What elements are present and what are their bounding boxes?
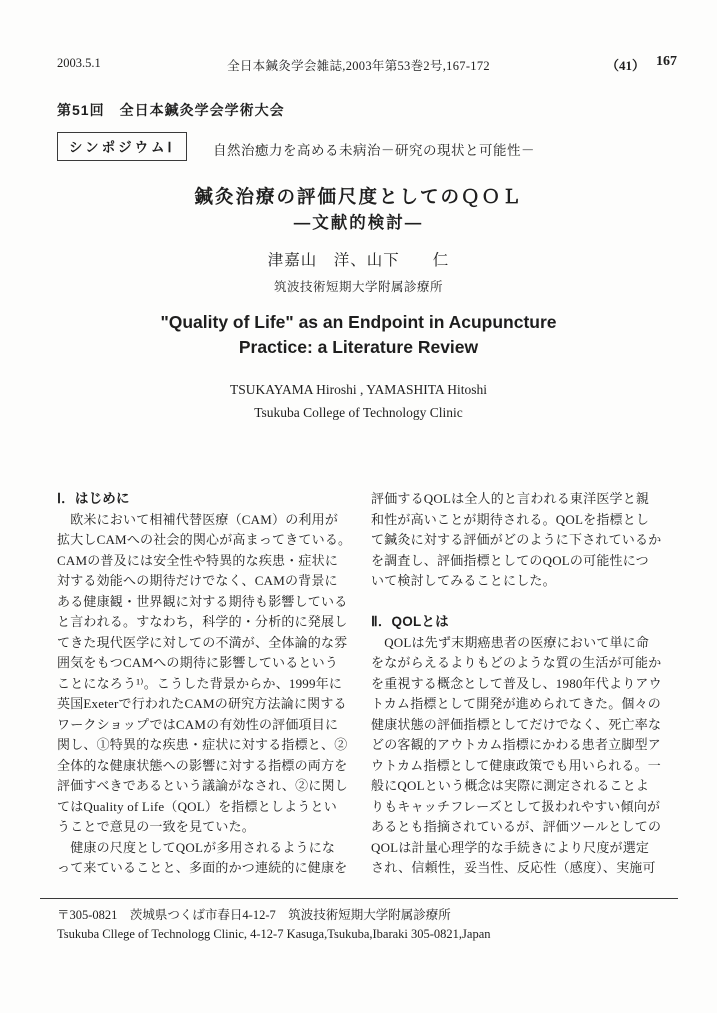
footer-address-en: Tsukuba Cllege of Technologg Clinic, 4-12-7 Kasuga,Tsukuba,Ibaraki 305-0821,Japan bbox=[57, 927, 491, 941]
body-text-line: てはQuality of Life（QOL）を指標としようとい bbox=[57, 798, 337, 814]
symposium-theme: 自然治癒力を高める未病治－研究の現状と可能性－ bbox=[213, 143, 535, 158]
body-text-line: ある健康観・世界観に対する期待も影響している bbox=[57, 593, 348, 609]
body-text-line bbox=[371, 592, 671, 613]
body-text-line: うことで意見の一致を見ていた。 bbox=[57, 819, 256, 834]
conference-title: 第51回 全日本鍼灸学会学術大会 bbox=[57, 102, 285, 118]
body-text-line: 評価すべきであるという議論がなされ、②に関し bbox=[57, 778, 348, 793]
body-text-line: 和性が高いことが期待される。QOLを指標とし bbox=[371, 511, 650, 527]
authors-ja: 津嘉山 洋、山下 仁 bbox=[267, 252, 450, 269]
body-text-line: QOLは先ず末期癌患者の医療において単に命 bbox=[371, 634, 650, 650]
body-left-column bbox=[57, 489, 357, 879]
footer-divider bbox=[40, 898, 678, 899]
header-journal-citation: 全日本鍼灸学会雑誌,2003年第53巻2号,167-172 bbox=[227, 59, 490, 73]
body-text-line: いて検討してみることにした。 bbox=[371, 573, 556, 588]
affiliation-ja: 筑波技術短期大学附属診療所 bbox=[273, 280, 443, 294]
body-text-line: 健康状態の評価指標としてだけでなく、死亡率な bbox=[371, 716, 662, 732]
body-text-line: どの客観的アウトカム指標にかわる患者立脚型ア bbox=[371, 737, 662, 752]
body-text-line: を調査し、評価指標としてのQOLの可能性につ bbox=[371, 552, 649, 568]
body-text-line: CAMの普及には安全性や特異的な疾患・症状に bbox=[57, 552, 339, 568]
body-text-line: 評価するQOLは全人的と言われる東洋医学と親 bbox=[371, 491, 650, 506]
body-text-line: てきた現代医学に対しての不満が、全体論的な雰 bbox=[57, 634, 348, 650]
article-subtitle-ja: ―文献的検討― bbox=[293, 214, 424, 232]
article-title-en-line1: "Quality of Life" as an Endpoint in Acupuncture bbox=[160, 312, 557, 332]
body-text-line: ことになろう¹⁾。こうした背景からか、1999年に bbox=[57, 675, 343, 691]
body-text-line: て鍼灸に対する評価がどのように下されているか bbox=[371, 532, 662, 547]
body-text-line: りもキャッチフレーズとして扱われやすい傾向が bbox=[371, 798, 661, 814]
article-title-ja: 鍼灸治療の評価尺度としてのＱＯＬ bbox=[194, 186, 523, 207]
authors-en: TSUKAYAMA Hiroshi , YAMASHITA Hitoshi bbox=[229, 382, 488, 397]
article-body bbox=[57, 489, 671, 879]
body-text-line: され、信頼性，妥当性、反応性（感度）、実施可 bbox=[371, 860, 656, 875]
header-date: 2003.5.1 bbox=[57, 56, 101, 70]
body-text-line: と言われる。すなわち，科学的・分析的に発展し bbox=[57, 614, 348, 629]
body-text-line: 健康の尺度としてQOLが多用されるようにな bbox=[57, 839, 336, 855]
body-text-line: トカム指標として開発が進められてきた。個々の bbox=[371, 696, 662, 711]
body-text-line: QOLは計量心理学的な手続きにより尺度が選定 bbox=[371, 839, 650, 855]
footer-address-ja: 〒305-0821 茨城県つくば市春日4-12-7 筑波技術短期大学附属診療所 bbox=[57, 908, 451, 922]
symposium-label-box: シンポジウムⅠ bbox=[57, 132, 187, 161]
body-text-line: 全体的な健康状態への影響に対する指標の両方を bbox=[57, 757, 348, 773]
header-sequence-number: （41） bbox=[605, 58, 645, 73]
header-page-number: 167 bbox=[656, 54, 677, 69]
body-text-line: あるとも指摘されているが、評価ツールとしての bbox=[371, 819, 662, 834]
body-text-line: 欧米において相補代替医療（CAM）の利用が bbox=[57, 511, 339, 527]
body-text-line: ワークショップではCAMの有効性の評価項目に bbox=[57, 716, 339, 732]
body-text-line: をながらえるよりもどのような質の生活が可能か bbox=[371, 655, 662, 670]
body-text-line: 囲気をもつCAMへの期待に影響しているという bbox=[57, 655, 339, 670]
body-right-column bbox=[371, 489, 671, 879]
body-text-line: 対する効能への期待だけでなく、CAMの背景に bbox=[57, 573, 338, 588]
body-text-line: 関し、①特異的な疾患・症状に対する指標と、② bbox=[57, 737, 348, 752]
section-heading: Ⅱ．QOLとは bbox=[371, 614, 449, 629]
body-text-line: 英国Exeterで行われたCAMの研究方法論に関する bbox=[57, 696, 347, 711]
body-text-line: 拡大しCAMへの社会的関心が高まってきている。 bbox=[57, 532, 352, 547]
body-text-line: ウトカム指標として健康政策でも用いられる。一 bbox=[371, 757, 662, 773]
section-heading: Ⅰ．はじめに bbox=[57, 491, 130, 506]
body-text-line: って来ていることと、多面的かつ連続的に健康を bbox=[57, 860, 348, 875]
body-text-line: を重視する概念として普及し、1980年代よりアウ bbox=[371, 675, 662, 691]
article-title-en-line2: Practice: a Literature Review bbox=[238, 337, 479, 357]
affiliation-en: Tsukuba College of Technology Clinic bbox=[254, 405, 463, 420]
body-text-line: 般にQOLという概念は実際に測定されることよ bbox=[371, 778, 650, 793]
